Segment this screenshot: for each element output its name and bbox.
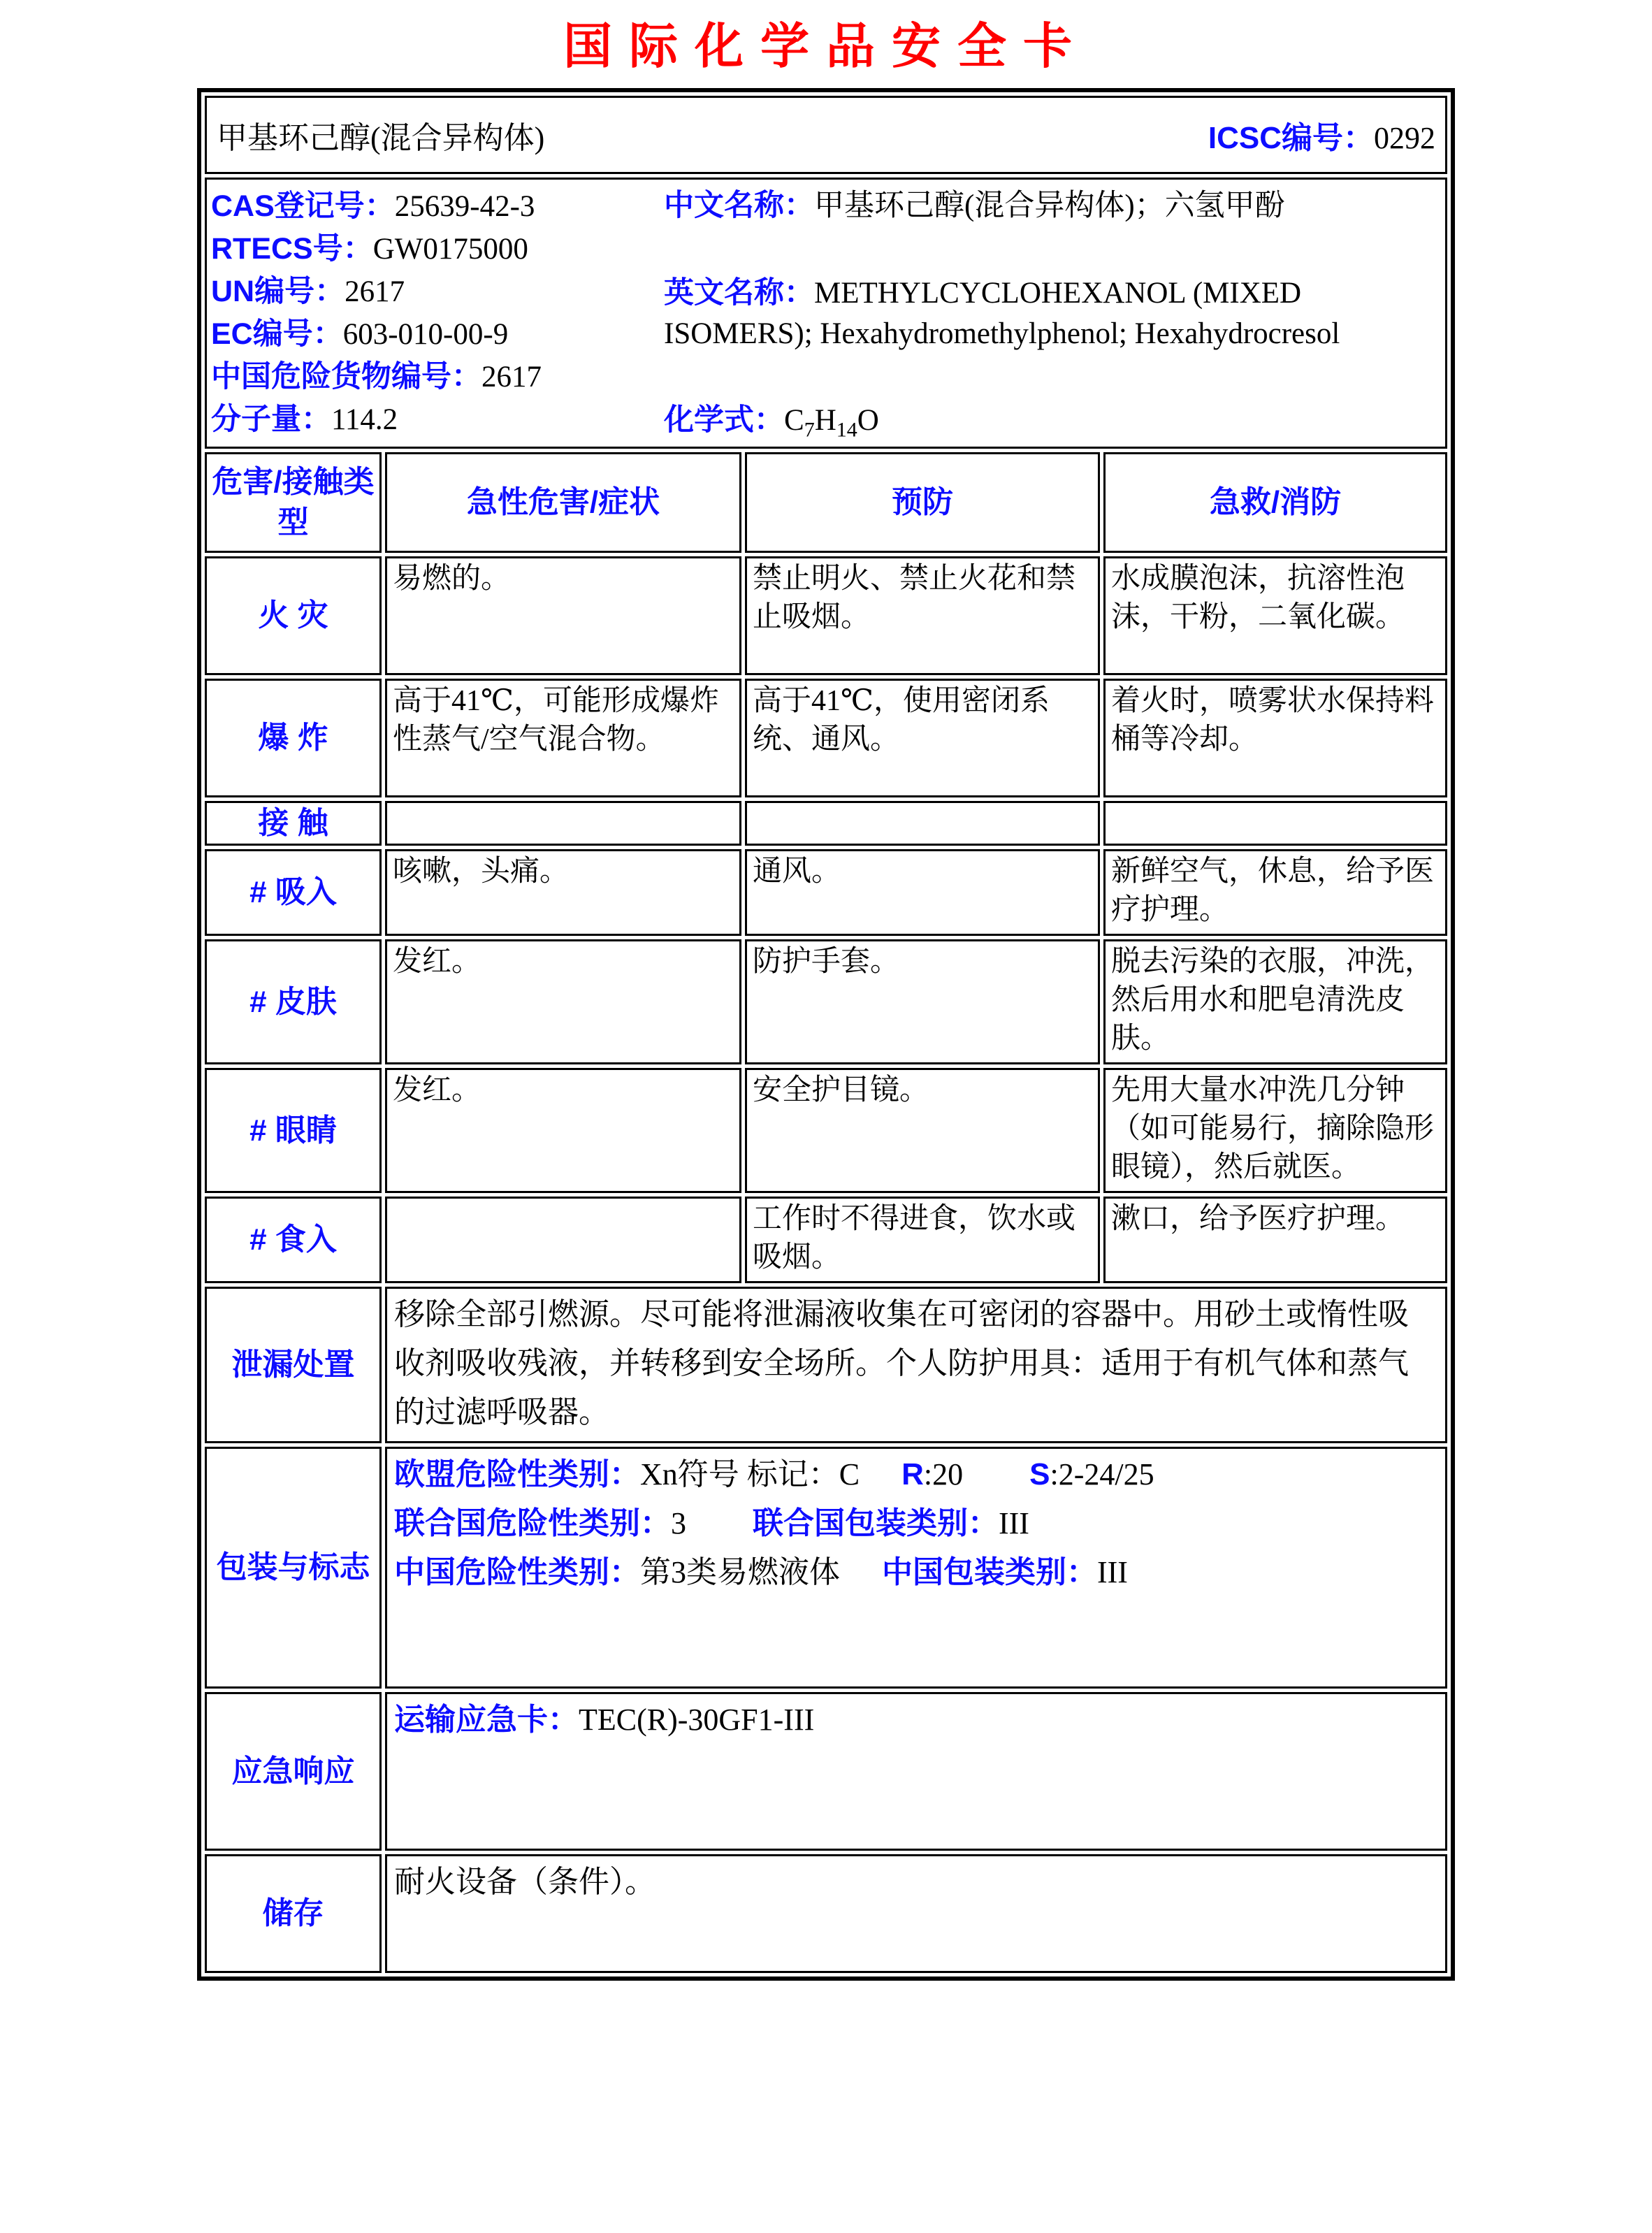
- fire-symptoms-cell: 易燃的。: [385, 556, 741, 675]
- mol-weight-label: 分子量：: [211, 403, 331, 436]
- cn-class-value: 第3类易燃液体: [640, 1555, 840, 1589]
- storage-section-text: 耐火设备（条件）。: [385, 1854, 1447, 1973]
- explosion-symptoms-cell: 高于41℃，可能形成爆炸性蒸气/空气混合物。: [385, 679, 741, 797]
- inhalation-prevention-cell: 通风。: [745, 849, 1100, 936]
- hazard-row-explosion: [205, 679, 1447, 797]
- contact-prevention-cell: [745, 801, 1100, 846]
- cn-pack-label: 中国包装类别：: [882, 1555, 1097, 1589]
- un-number-line: [211, 270, 664, 313]
- cn-class-line: [394, 1548, 1437, 1597]
- eyes-prevention-cell: 安全护目镜。: [745, 1068, 1100, 1193]
- transport-card-value: TEC(R)-30GF1-III: [579, 1703, 815, 1737]
- identifiers-cell: [205, 178, 1447, 449]
- row-label-skin: # 皮肤: [205, 939, 382, 1064]
- icsc-number: 0292: [1374, 121, 1435, 155]
- hazard-row-ingestion: [205, 1197, 1447, 1283]
- row-label-eyes: # 眼睛: [205, 1068, 382, 1193]
- ec-label: EC编号：: [211, 317, 343, 351]
- emergency-section-content: [385, 1692, 1447, 1851]
- un-class-line: [394, 1499, 1437, 1548]
- registry-numbers: [211, 185, 664, 441]
- skin-prevention-cell: 防护手套。: [745, 939, 1100, 1064]
- transport-card-label: 运输应急卡：: [394, 1703, 579, 1737]
- cas-label: CAS登记号：: [211, 189, 395, 223]
- storage-section-label: 储存: [205, 1854, 382, 1973]
- identifiers-row: [205, 178, 1447, 449]
- ec-value: 603-010-00-9: [342, 318, 509, 351]
- un-value: 2617: [345, 275, 405, 308]
- header-hazard-type: 危害/接触类型: [205, 452, 382, 553]
- cn-pack-value: III: [1097, 1555, 1128, 1589]
- hazard-row-inhalation: [205, 849, 1447, 936]
- icsc-label: ICSC编号：: [1208, 121, 1374, 155]
- r-phrase-value: :20: [923, 1457, 964, 1491]
- chinese-name-label: 中文名称：: [664, 189, 814, 222]
- title-row: [205, 96, 1447, 174]
- chinese-name-value: 甲基环己醇(混合异构体)；六氢甲酚: [814, 189, 1285, 222]
- spill-section-text: 移除全部引燃源。尽可能将泄漏液收集在可密闭的容器中。用砂土或惰性吸收剂吸收残液，并转移到安全场所。个人防护用具：适用于有机气体和蒸气的过滤呼吸器。: [385, 1287, 1447, 1443]
- ec-number-line: [211, 313, 664, 356]
- inhalation-symptoms-cell: 咳嗽，头痛。: [385, 849, 741, 936]
- formula-line: [664, 400, 1438, 441]
- chemical-formula: $C_7H_{14}O$: [784, 404, 879, 442]
- row-label-ingestion: # 食入: [205, 1197, 382, 1283]
- explosion-prevention-cell: 高于41℃，使用密闭系统、通风。: [745, 679, 1100, 797]
- rtecs-number-line: [211, 228, 664, 270]
- row-label-inhalation: # 吸入: [205, 849, 382, 936]
- cn-dg-number-line: [211, 356, 664, 398]
- fire-response-cell: 水成膜泡沫，抗溶性泡沫，干粉，二氧化碳。: [1103, 556, 1447, 675]
- fire-prevention-cell: 禁止明火、禁止火花和禁止吸烟。: [745, 556, 1100, 675]
- emergency-section-label: 应急响应: [205, 1692, 382, 1851]
- row-label-contact: 接 触: [205, 801, 382, 846]
- ingestion-symptoms-cell: [385, 1197, 741, 1283]
- r-phrase-label: R: [901, 1457, 924, 1491]
- s-phrase-label: S: [1029, 1457, 1050, 1491]
- eu-class-label: 欧盟危险性类别：: [394, 1457, 640, 1491]
- header-prevention: 预防: [745, 452, 1100, 553]
- eu-hazard-class-line: [394, 1450, 1437, 1499]
- rtecs-value: GW0175000: [372, 233, 528, 266]
- row-label-fire: 火 灾: [205, 556, 382, 675]
- page-title: 国际化学品安全卡: [563, 19, 1089, 73]
- packaging-section-label: 包装与标志: [205, 1447, 382, 1689]
- hazard-row-skin: [205, 939, 1447, 1064]
- un-class-value: 3: [671, 1506, 686, 1540]
- icsc-number-group: [1208, 113, 1435, 157]
- un-pack-value: III: [999, 1506, 1029, 1540]
- english-name-line: [664, 273, 1438, 354]
- un-class-label: 联合国危险性类别：: [394, 1506, 671, 1540]
- cn-class-label: 中国危险性类别：: [394, 1555, 640, 1589]
- contact-response-cell: [1103, 801, 1447, 846]
- section-row-storage: [205, 1854, 1447, 1973]
- header-acute-symptoms: 急性危害/症状: [385, 452, 741, 553]
- s-phrase-value: :2-24/25: [1050, 1457, 1154, 1491]
- rtecs-label: RTECS号：: [211, 232, 373, 266]
- inhalation-response-cell: 新鲜空气，休息，给予医疗护理。: [1103, 849, 1447, 936]
- header-first-aid-fire: 急救/消防: [1103, 452, 1447, 553]
- cn-dg-label: 中国危险货物编号：: [211, 360, 481, 393]
- contact-symptoms-cell: [385, 801, 741, 846]
- section-row-spill: [205, 1287, 1447, 1443]
- hazard-row-eyes: [205, 1068, 1447, 1193]
- skin-symptoms-cell: 发红。: [385, 939, 741, 1064]
- english-name-label: 英文名称：: [664, 275, 814, 310]
- packaging-section-content: [385, 1447, 1447, 1689]
- row-label-explosion: 爆 炸: [205, 679, 382, 797]
- chinese-name-line: [664, 185, 1438, 226]
- name-icsc-cell: [205, 96, 1447, 174]
- cas-value: 25639-42-3: [394, 190, 535, 223]
- mol-weight-value: 114.2: [331, 403, 398, 436]
- english-name-value: METHYLCYCLOHEXANOL (MIXED ISOMERS); Hexahydromethylphenol; Hexahydrocresol: [664, 276, 1340, 350]
- chemical-name: 甲基环己醇(混合异构体): [217, 121, 545, 155]
- hazard-header-row: [205, 452, 1447, 553]
- explosion-response-cell: 着火时，喷雾状水保持料桶等冷却。: [1103, 679, 1447, 797]
- formula-label: 化学式：: [664, 403, 784, 437]
- hazard-row-contact: [205, 801, 1447, 846]
- ingestion-response-cell: 漱口，给予医疗护理。: [1103, 1197, 1447, 1283]
- section-row-emergency: [205, 1692, 1447, 1851]
- un-label: UN编号：: [211, 275, 345, 308]
- section-row-packaging: [205, 1447, 1447, 1689]
- eyes-response-cell: 先用大量水冲洗几分钟（如可能易行，摘除隐形眼镜），然后就医。: [1103, 1068, 1447, 1193]
- eyes-symptoms-cell: 发红。: [385, 1068, 741, 1193]
- cas-number-line: [211, 185, 664, 228]
- spill-section-label: 泄漏处置: [205, 1287, 382, 1443]
- hazard-row-fire: [205, 556, 1447, 675]
- un-pack-label: 联合国包装类别：: [753, 1506, 999, 1540]
- cn-dg-value: 2617: [481, 361, 542, 393]
- chemical-names: [664, 185, 1441, 441]
- eu-class-value: Xn符号 标记：C: [640, 1457, 860, 1491]
- mol-weight-line: [211, 398, 664, 441]
- skin-response-cell: 脱去污染的衣服，冲洗，然后用水和肥皂清洗皮肤。: [1103, 939, 1447, 1064]
- safety-card-table: [197, 88, 1455, 1981]
- ingestion-prevention-cell: 工作时不得进食，饮水或吸烟。: [745, 1197, 1100, 1283]
